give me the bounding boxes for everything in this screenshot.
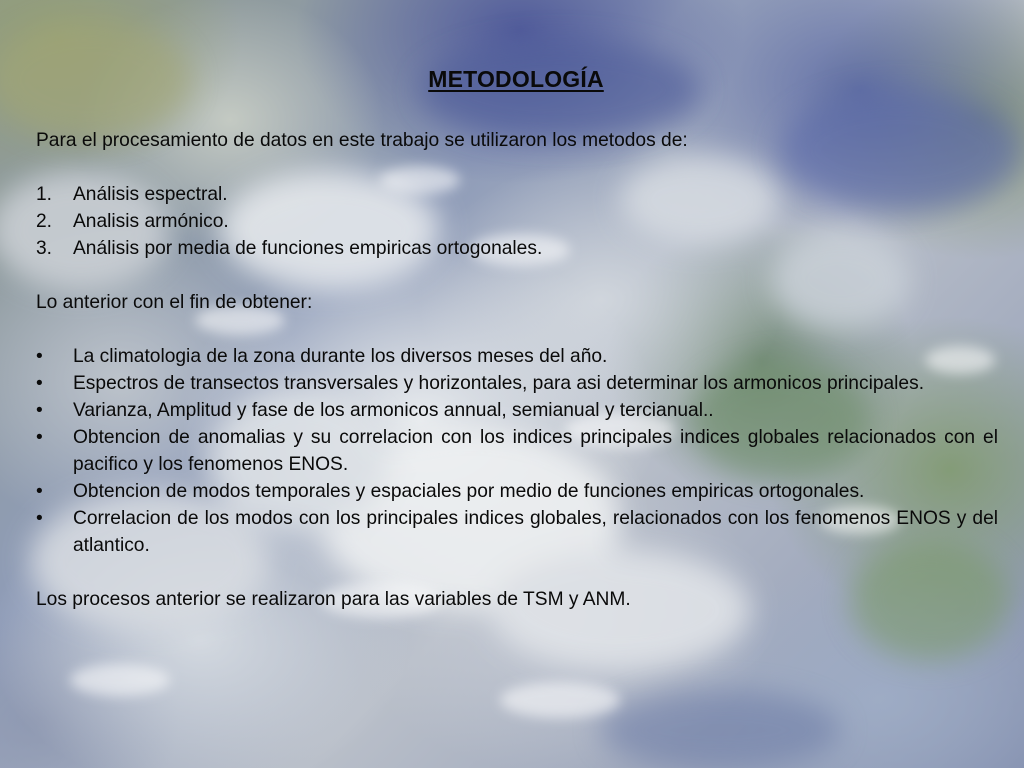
bullet-text: Espectros de transectos transversales y horizontales, para asi determinar los armonicos principales.: [73, 373, 925, 394]
bullet-icon: •: [36, 508, 43, 529]
spacer: [36, 559, 998, 586]
method-text: Análisis espectral.: [73, 184, 228, 205]
method-text: Analisis armónico.: [73, 211, 229, 232]
bullet-item: [36, 397, 998, 424]
list-number: 3.: [36, 238, 53, 259]
bullet-icon: •: [36, 427, 43, 448]
spacer: [36, 316, 998, 343]
bullet-icon: •: [36, 346, 43, 367]
bullet-item: [36, 478, 998, 505]
bullet-text: Obtencion de modos temporales y espaciales por medio de funciones empiricas ortogonales.: [73, 481, 865, 502]
slide-body: [36, 127, 998, 613]
bullet-icon: •: [36, 373, 43, 394]
list-number: 2.: [36, 211, 53, 232]
method-item: [36, 208, 998, 235]
bullet-item: [36, 343, 998, 370]
bullet-text: Varianza, Amplitud y fase de los armonicos annual, semianual y tercianual..: [73, 400, 714, 421]
list-number: 1.: [36, 184, 53, 205]
bullet-text: La climatologia de la zona durante los diversos meses del año.: [73, 346, 608, 367]
method-item: [36, 235, 998, 262]
bullet-item: [36, 505, 998, 559]
slide-title: METODOLOGÍA: [428, 66, 604, 92]
bullet-item: [36, 424, 998, 478]
bullet-text: Correlacion de los modos con los principales indices globales, relacionados con los fenomenos ENOS y del atlantico.: [73, 508, 998, 556]
method-text: Análisis por media de funciones empiricas ortogonales.: [73, 238, 543, 259]
spacer: [36, 154, 998, 181]
closing-text: Los procesos anterior se realizaron para las variables de TSM y ANM.: [36, 589, 631, 610]
bullet-text: Obtencion de anomalias y su correlacion con los indices principales indices globales relacionados con el pacifico y los fenomenos ENOS.: [73, 427, 998, 475]
intro-text: Para el procesamiento de datos en este trabajo se utilizaron los metodos de:: [36, 130, 688, 151]
bullet-item: [36, 370, 998, 397]
method-item: [36, 181, 998, 208]
bullet-icon: •: [36, 481, 43, 502]
goal-intro-text: Lo anterior con el fin de obtener:: [36, 292, 313, 313]
spacer: [36, 262, 998, 289]
bullet-icon: •: [36, 400, 43, 421]
